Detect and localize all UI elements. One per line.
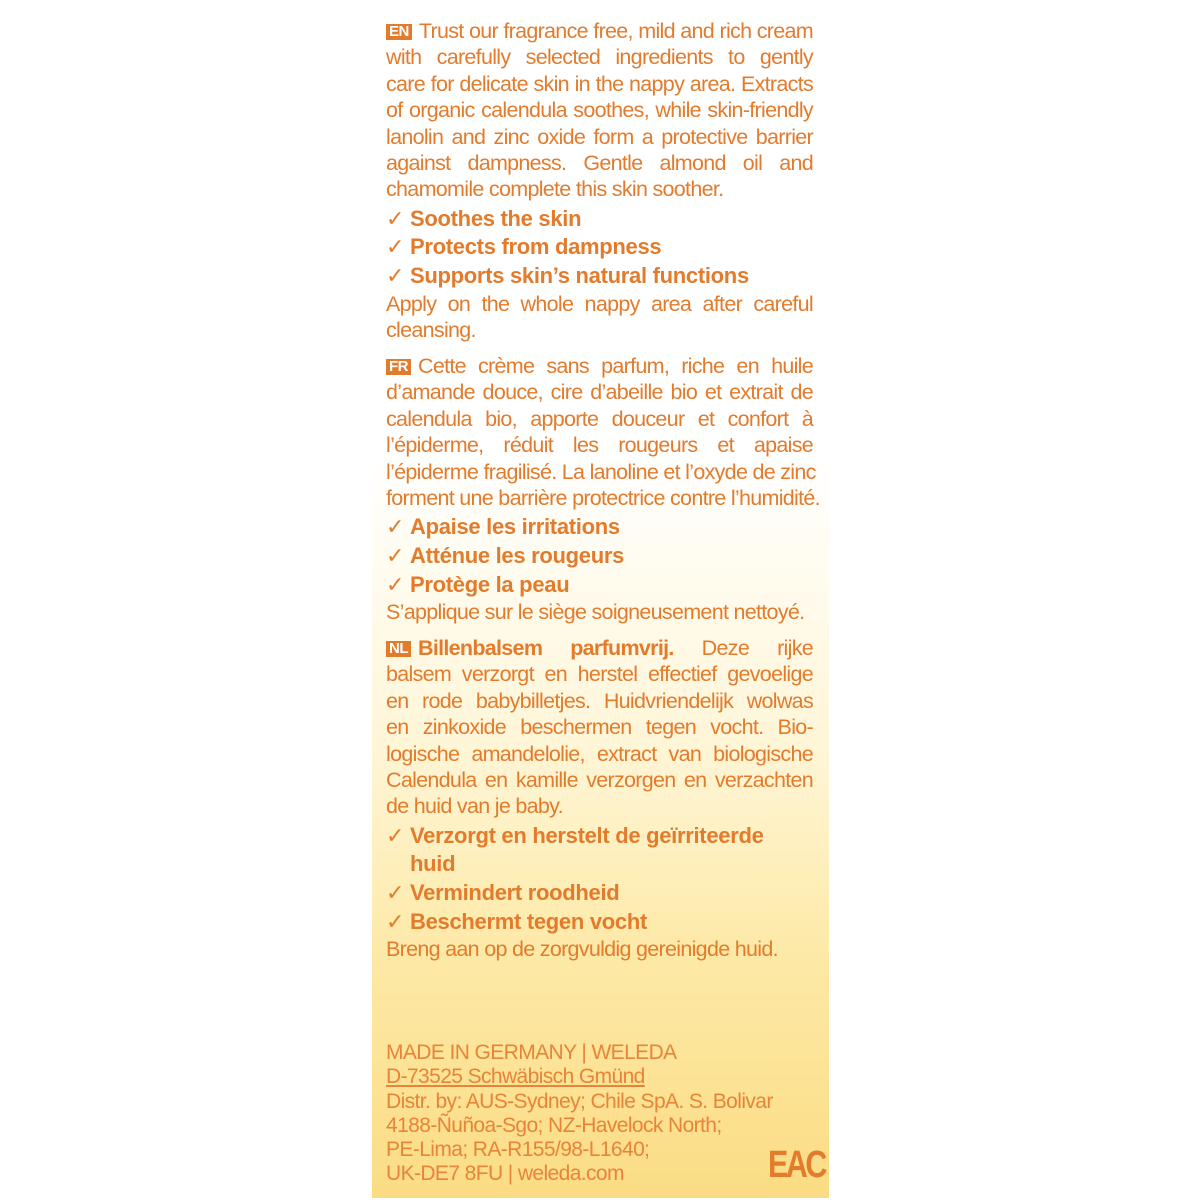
- footer-line: UK-DE7 8FU | weleda.com: [386, 1162, 624, 1186]
- checkmark-icon: ✓: [386, 880, 405, 906]
- checkmark-icon: ✓: [386, 822, 405, 848]
- description-line: en zinkoxide beschermen tegen vocht. Bio-: [386, 715, 813, 740]
- section-french: [386, 353, 820, 626]
- description-text: Cette crème sans parfum, riche en huile: [418, 354, 813, 378]
- manufacturer-info: [386, 1041, 773, 1187]
- benefit-text: Protects from dampness: [410, 234, 662, 260]
- description-line: [386, 353, 813, 379]
- description-line: l’épiderme fragilisé. La lanoline et l’oxyde de zinc: [386, 459, 816, 484]
- eac-certification-mark: EAC: [768, 1144, 825, 1186]
- checkmark-icon: ✓: [386, 514, 405, 540]
- checkmark-icon: ✓: [386, 908, 405, 934]
- checkmark-icon: ✓: [386, 571, 405, 597]
- footer-line: MADE IN GERMANY | WELEDA: [386, 1041, 677, 1064]
- benefit-text: Vermindert roodheid: [410, 880, 620, 906]
- benefit-item: [386, 879, 813, 908]
- usage-instruction: S’applique sur le siège soigneusement nettoyé.: [386, 600, 805, 625]
- benefit-item: [386, 542, 813, 571]
- benefit-item: [386, 513, 813, 542]
- benefit-list: [386, 205, 813, 291]
- benefit-item: [386, 233, 813, 262]
- description-line: lanolin and zinc oxide form a protective barrier: [386, 124, 813, 149]
- benefit-list: [386, 822, 813, 937]
- footer-line: Distr. by: AUS-Sydney; Chile SpA. S. Bolivar: [386, 1089, 773, 1113]
- checkmark-icon: ✓: [386, 263, 405, 289]
- benefit-item: [386, 262, 813, 291]
- description-line: balsem verzorgt en herstel effectief gevoelige: [386, 662, 813, 687]
- benefit-text: Atténue les rougeurs: [410, 543, 625, 569]
- description-text: Trust our fragrance free, mild and rich cream: [418, 19, 813, 43]
- usage-instruction: cleansing.: [386, 318, 476, 343]
- benefit-text: Soothes the skin: [410, 205, 582, 231]
- description-line: en rode babybilletjes. Huidvriendelijk wolwas: [386, 688, 813, 713]
- description-line: of organic calendula soothes, while skin-friendly: [386, 98, 813, 123]
- section-dutch: [386, 635, 813, 963]
- benefit-list: [386, 513, 813, 599]
- description-line: calendula bio, apporte douceur et confort à: [386, 406, 813, 431]
- description-line: [386, 635, 813, 661]
- footer-line: D-73525 Schwäbisch Gmünd: [386, 1065, 645, 1089]
- checkmark-icon: ✓: [386, 234, 405, 260]
- benefit-item: [386, 205, 813, 234]
- description-line: [386, 18, 813, 44]
- checkmark-icon: ✓: [386, 205, 405, 231]
- description-line: Calendula en kamille verzorgen en verzachten: [386, 767, 813, 792]
- usage-instruction: Apply on the whole nappy area after careful: [386, 291, 813, 316]
- benefit-text: Protège la peau: [410, 571, 570, 597]
- footer-line: 4188-Ñuñoa-Sgo; NZ-Havelock North;: [386, 1113, 722, 1137]
- benefit-text: Apaise les irritations: [410, 514, 620, 540]
- language-badge-en: EN: [386, 24, 412, 40]
- description-line: care for delicate skin in the nappy area. Extracts: [386, 71, 813, 96]
- benefit-item: [386, 850, 813, 879]
- benefit-text: Supports skin’s natural functions: [410, 263, 749, 289]
- description-line: d’amande douce, cire d’abeille bio et extrait de: [386, 380, 813, 405]
- description-line: against dampness. Gentle almond oil and: [386, 150, 813, 175]
- description-text: Deze rijke: [673, 636, 814, 660]
- description-line: l’épiderme, réduit les rougeurs et apaise: [386, 433, 813, 458]
- footer-line: PE-Lima; RA-R155/98-L1640;: [386, 1138, 650, 1162]
- checkmark-icon: ✓: [386, 543, 405, 569]
- benefit-text: huid: [410, 851, 456, 877]
- benefit-text: Beschermt tegen vocht: [410, 908, 647, 934]
- usage-instruction: Breng aan op de zorgvuldig gereinigde huid.: [386, 937, 778, 962]
- product-title: Billenbalsem parfumvrij.: [418, 636, 674, 660]
- description-line: de huid van je baby.: [386, 794, 563, 819]
- language-badge-fr: FR: [386, 359, 411, 375]
- description-line: logische amandelolie, extract van biologische: [386, 741, 813, 766]
- description-line: chamomile complete this skin soother.: [386, 177, 724, 202]
- description-line: forment une barrière protectrice contre l’humidité.: [386, 485, 820, 510]
- benefit-item: [386, 908, 813, 937]
- language-badge-nl: NL: [386, 641, 411, 657]
- benefit-text: Verzorgt en herstelt de geïrriteerde: [410, 822, 764, 848]
- benefit-item: [386, 822, 813, 851]
- section-english: [386, 18, 813, 344]
- description-line: with carefully selected ingredients to gently: [386, 45, 813, 70]
- benefit-item: [386, 571, 813, 600]
